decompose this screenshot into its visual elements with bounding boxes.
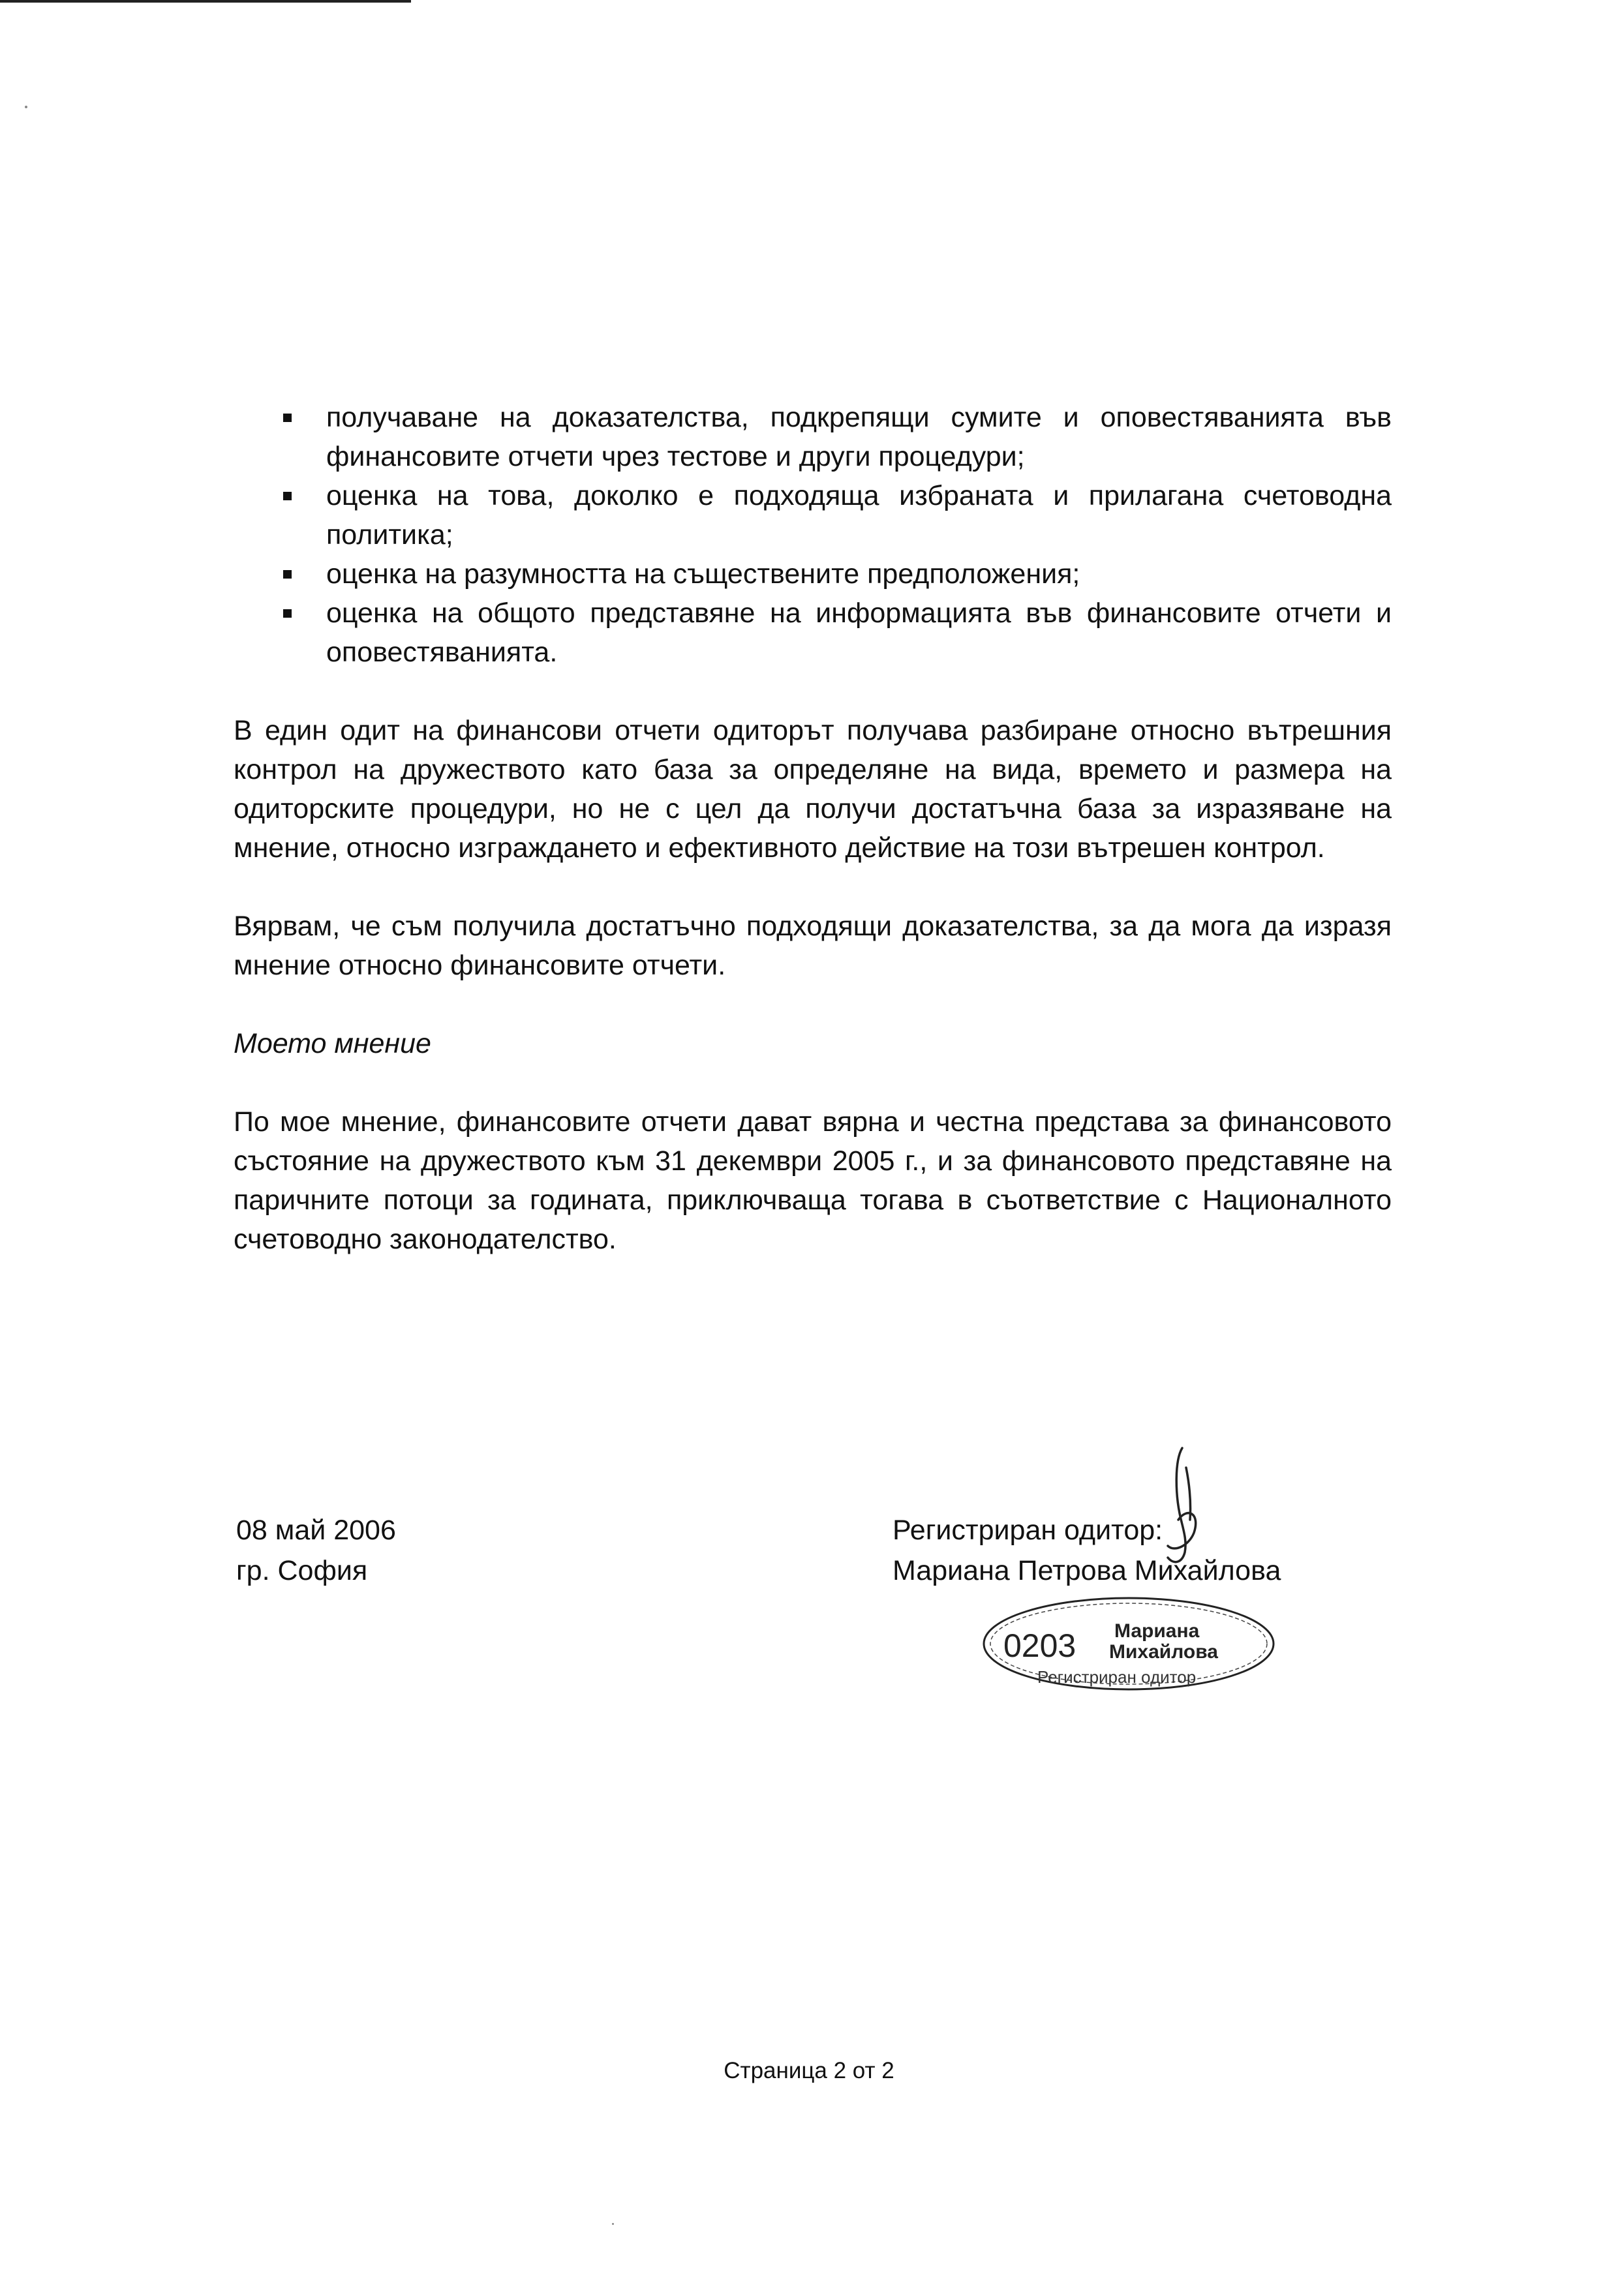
bullet-text: оценка на общото представяне на информацията във финансовите отчети и оповестяванията. — [326, 597, 1392, 668]
page-number-footer: Страница 2 от 2 — [724, 2058, 894, 2083]
date-place-block — [236, 1510, 396, 1591]
square-bullet-icon — [283, 570, 292, 579]
stamp-name-line-1: Мариана — [1114, 1620, 1200, 1642]
square-bullet-icon — [283, 492, 292, 500]
document-place: гр. София — [236, 1555, 368, 1586]
internal-control-paragraph: В един одит на финансови отчети одиторът получава разбиране относно вътрешния контрол на дружеството като база за определяне на вида, времето и размера на одиторските процедури, но не с цел да получи достатъчна база за изразяване на мнение, относно изграждането и ефективното действие на този вътрешен контрол. — [234, 715, 1392, 864]
opinion-paragraph: По мое мнение, финансовите отчети дават вярна и честна представа за финансовото състояние на дружеството към 31 декември 2005 г., и за финансовото представяне на паричните потоци за годината, приключваща тогава в съответствие с Националното счетоводно законодателство. — [234, 1106, 1392, 1255]
bullet-text: оценка на разумността на съществените предположения; — [326, 558, 1080, 590]
square-bullet-icon — [283, 609, 292, 618]
scan-speck — [612, 2223, 614, 2225]
top-edge-rule — [0, 0, 411, 3]
stamp-number: 0203 — [1003, 1627, 1076, 1664]
opinion-heading: Моето мнение — [234, 1028, 431, 1059]
bullet-list — [234, 398, 1392, 672]
bullet-item — [234, 476, 1392, 554]
evidence-paragraph: Вярвам, че съм получила достатъчно подходящи доказателства, за да мога да изразя мнение относно финансовите отчети. — [234, 911, 1392, 981]
stamp-name-line-2: Михайлова — [1109, 1641, 1218, 1663]
bullet-item — [234, 398, 1392, 476]
document-body — [234, 398, 1392, 1259]
bullet-text: получаване на доказателства, подкрепящи сумите и оповестяванията във финансовите отчети чрез тестове и други процедури; — [326, 402, 1392, 472]
square-bullet-icon — [283, 414, 292, 422]
bullet-item — [234, 554, 1392, 594]
auditor-name: Мариана Петрова Михайлова — [893, 1555, 1281, 1586]
auditor-title: Регистриран одитор: — [893, 1515, 1163, 1546]
auditor-stamp — [979, 1592, 1279, 1696]
scan-speck — [25, 106, 27, 108]
document-date: 08 май 2006 — [236, 1515, 396, 1546]
handwritten-signature — [1148, 1442, 1227, 1572]
bullet-item — [234, 594, 1392, 672]
bullet-text: оценка на това, доколко е подходяща избраната и прилагана счетоводна политика; — [326, 480, 1392, 551]
stamp-caption: Регистриран одитор — [1037, 1667, 1197, 1687]
